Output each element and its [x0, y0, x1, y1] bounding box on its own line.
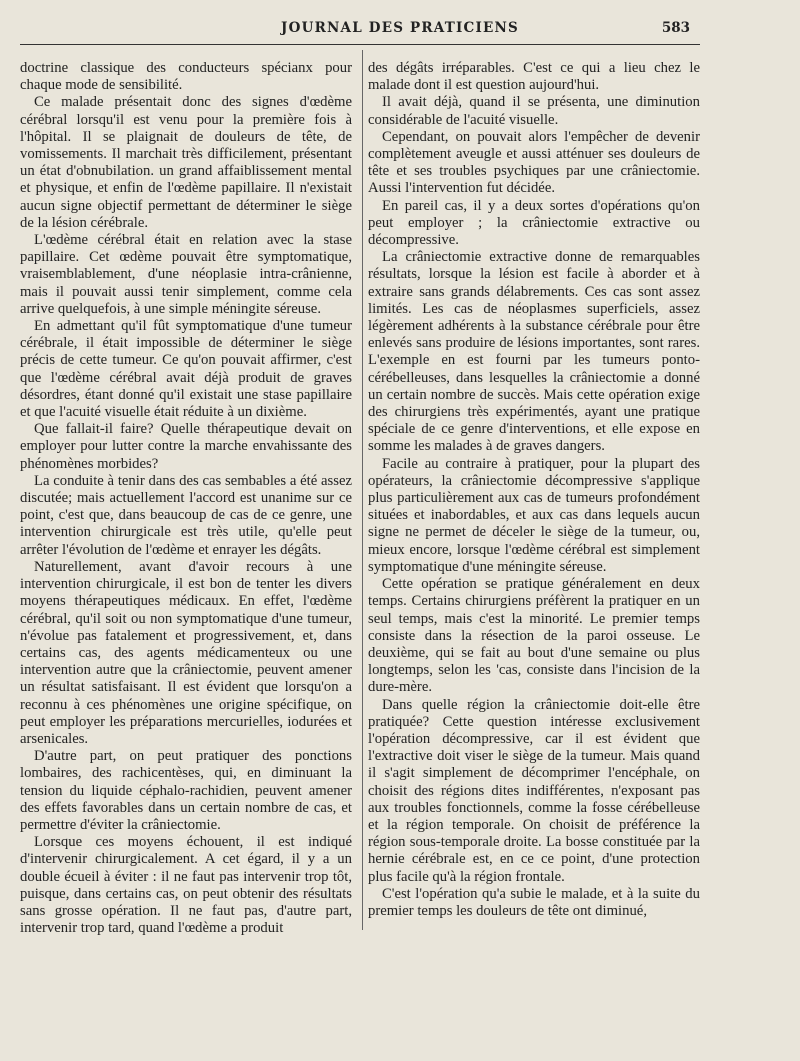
paragraph: Lorsque ces moyens échouent, il est indiqué d'intervenir chirurgicalement. A cet égard, il y a un double écueil à éviter : il ne faut pas intervenir trop tôt, puisque, dans certains cas, on peut obtenir des résultats sans grosse opération. Il ne faut pas, d'autre part, intervenir trop tard, quand l'œdème a produit: [20, 834, 352, 937]
paragraph: des dégâts irréparables. C'est ce qui a lieu chez le malade dont il est question aujourd'hui.: [368, 60, 700, 94]
left-column: [20, 60, 352, 937]
paragraph: Cette opération se pratique généralement en deux temps. Certains chirurgiens préfèrent la pratiquer en un seul temps, mais c'est la minorité. Le premier temps consiste dans la résection de la paroi osseuse. Le deuxième, qui se fait au bout d'une semaine ou plus longtemps, selon les 'cas, consiste dans l'incision de la dure-mère.: [368, 576, 700, 696]
paragraph: Naturellement, avant d'avoir recours à une intervention chirurgicale, il est bon de tenter les divers moyens thérapeutiques médicaux. En effet, l'œdème cérébral, qu'il soit ou non symptomatique d'une tumeur, n'évolue pas fatalement et progressivement, et, dans certains cas, des agents médicamenteux ou une intervention autre que la crâniectomie, peuvent amener un résultat satisfaisant. Il est évident que lorsqu'on a reconnu à ces phénomènes une origine spécifique, on peut employer les préparations mercurielles, iodurées et arsenicales.: [20, 558, 352, 747]
paragraph: Que fallait-il faire? Quelle thérapeutique devait on employer pour lutter contre la marche envahissante des phénomènes morbides?: [20, 421, 352, 472]
paragraph: Ce malade présentait donc des signes d'œdème cérébral lorsqu'il est venu pour la première fois à l'hôpital. Il se plaignait de douleurs de tête, de vomissements. Il marchait très difficilement, présentant un état d'obnubilation. un grand affaiblissement mental et physique, et enfin de l'œdème papillaire. Il n'existait aucun signe objectif permettant de déterminer le siège de la lésion cérébrale.: [20, 94, 352, 231]
paragraph: doctrine classique des conducteurs spécianx pour chaque mode de sensibilité.: [20, 60, 352, 94]
column-divider: [362, 50, 363, 930]
paragraph: Facile au contraire à pratiquer, pour la plupart des opérateurs, la crâniectomie décompressive s'applique plus particulièrement aux cas de tumeurs profondément situées et inabordables, et aux cas dans lequels aucun signe ne permet de déceler le siège de la tumeur, ou, mieux encore, lorsque l'œdème cérébral est simplement symptomatique d'une méningite séreuse.: [368, 455, 700, 575]
paragraph: C'est l'opération qu'a subie le malade, et à la suite du premier temps les douleurs de tête ont diminué,: [368, 885, 700, 919]
paragraph: En pareil cas, il y a deux sortes d'opérations qu'on peut employer ; la crâniectomie extractive ou décompressive.: [368, 197, 700, 249]
right-column: [368, 60, 700, 920]
paragraph: Dans quelle région la crâniectomie doit-elle être pratiquée? Cette question intéresse exclusivement l'opération décompressive, car il est évident que l'extractive doit viser le siège de la tumeur. Mais quand il s'agit simplement de décomprimer l'encéphale, on choisit des régions dites indifférentes, n'exposant pas aux troubles fonctionnels, comme la fosse cérébelleuse et la région temporale. On choisit de préférence la région sous-temporale droite. La bosse constituée par la hernie cérébrale est, en ce ce point, d'une protection plus facile qu'à la région frontale.: [368, 696, 700, 885]
paragraph: En admettant qu'il fût symptomatique d'une tumeur cérébrale, il était impossible de déterminer le siège précis de cette tumeur. Ce qu'on pouvait affirmer, c'est que l'œdème cérébral avait déjà produit de graves désordres, étant donné qu'il existait une stase papillaire et que l'acuité visuelle était réduite à un dixième.: [20, 318, 352, 421]
paragraph: Il avait déjà, quand il se présenta, une diminution considérable de l'acuité visuelle.: [368, 94, 700, 128]
paragraph: Cependant, on pouvait alors l'empêcher de devenir complètement aveugle et aussi atténuer ses douleurs de tête et ses troubles psychiques par une crâniectomie. Aussi l'intervention fut décidée.: [368, 128, 700, 197]
paragraph: L'œdème cérébral était en relation avec la stase papillaire. Cet œdème pouvait être symptomatique, vraisemblablement, d'une néoplasie intra-crânienne, mais il pouvait aussi tenir simplement, comme cela arrive quelquefois, à une simple méningite séreuse.: [20, 232, 352, 317]
paragraph: D'autre part, on peut pratiquer des ponctions lombaires, des rachicentèses, qui, en diminuant la tension du liquide céphalo-rachidien, peuvent amener des effets favorables dans un certain nombre de cas, et permettre d'éviter la crâniectomie.: [20, 748, 352, 833]
header-rule: [20, 44, 700, 45]
page-number: 583: [661, 20, 690, 36]
paragraph: La crâniectomie extractive donne de remarquables résultats, lorsque la lésion est facile à aborder et à extraire sans grands délabrements. Ces cas sont assez limités. Les cas de néoplasmes superficiels, assez légèrement adhérents à la substance cérébrale pour être enlevés sans produire de lésions importantes, sont rares. L'exemple en est fourni par les tumeurs ponto-cérébelleuses, dans lesquelles la crâniectomie a donné un certain nombre de succès. Mais cette opération exige des chirurgiens très expérimentés, ayant une pratique spéciale de ce genre d'interventions, et elle expose en somme les malades à de graves dangers.: [368, 249, 700, 455]
paragraph: La conduite à tenir dans des cas sembables a été assez discutée; mais actuellement l'accord est unanime sur ce point, c'est que, dans beaucoup de cas de ce genre, une intervention chirurgicale est très utile, qu'elle peut arrêter l'évolution de l'œdème et enrayer les dégâts.: [20, 472, 352, 558]
running-header-title: JOURNAL DES PRATICIENS: [281, 20, 519, 36]
